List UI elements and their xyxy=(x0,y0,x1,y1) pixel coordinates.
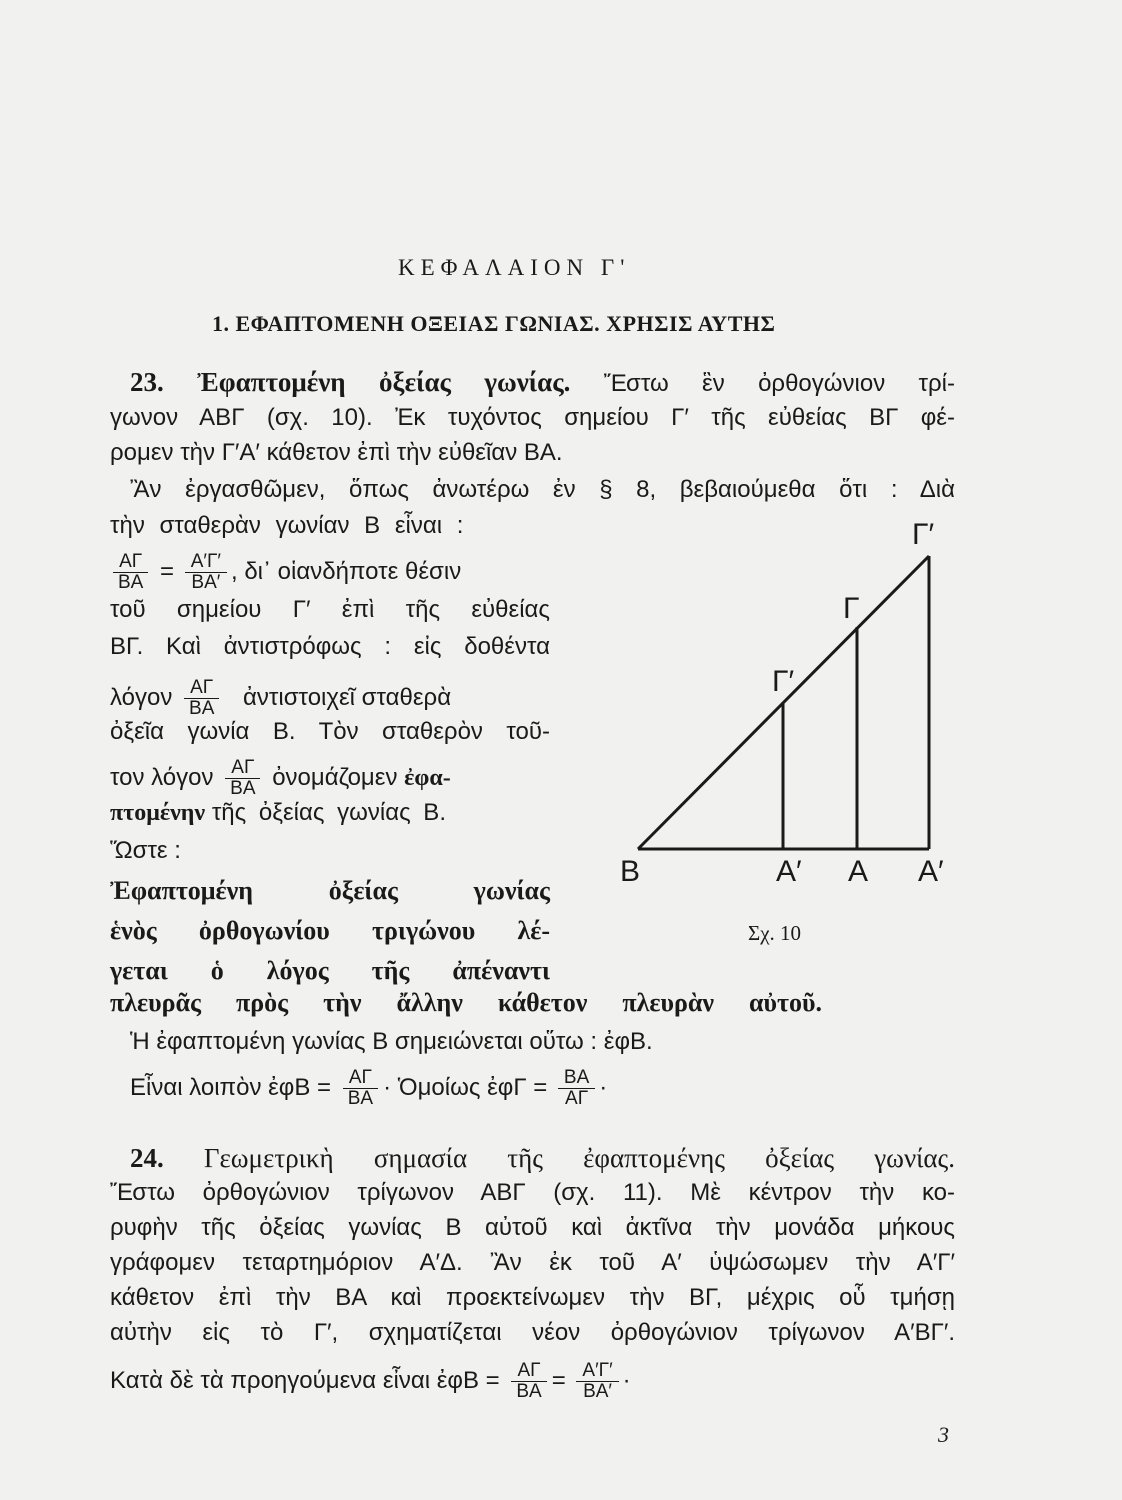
p23-line-3: ρομεν τὴν Γ′Α′ κάθετον ἐπὶ τὴν εὐθεῖαν ΒΑ. xyxy=(110,439,563,466)
p24-number: 24. xyxy=(130,1143,164,1173)
fraction: $\frac{A\Gamma}{BA}$ xyxy=(183,678,220,719)
p23-line-2: γωνον ΑΒΓ (σχ. 10). Ἐκ τυχόντος σημείου Γ′ τῆς εὐθείας ΒΓ φέ- xyxy=(110,404,955,431)
fraction: $\frac{A'\Gamma'}{BA'}$ xyxy=(576,1361,618,1402)
figure-label: Α xyxy=(848,855,869,888)
text: Ἔστω ἓν ὀρθογώνιον τρί- xyxy=(603,370,955,397)
fraction: $\frac{BA}{A\Gamma}$ xyxy=(558,1068,595,1109)
figure-label: Α′ xyxy=(776,855,802,888)
p23-line-12: πτομένην τῆς ὀξείας γωνίας Β. xyxy=(110,799,446,826)
p24-line-6: Κατὰ δὲ τὰ προηγούμενα εἶναι ἐφΒ = $\frac{A\Gamma}{BA}$ = $\frac{A'\Gamma'}{BA'}$ · xyxy=(110,1360,631,1402)
figure-caption: Σχ. 10 xyxy=(748,921,802,945)
definition-line-2: ἑνὸς ὀρθογωνίου τριγώνου λέ- xyxy=(110,916,550,945)
p24-line-4: κάθετον ἐπὶ τὴν ΒΑ καὶ προεκτείνωμεν τὴν ΒΓ, μέχρις οὗ τμήσῃ xyxy=(110,1284,955,1311)
p23-line-5: τὴν σταθερὰν γωνίαν Β εἶναι : xyxy=(110,512,464,539)
fraction: $\frac{A\Gamma}{BA}$ xyxy=(510,1361,547,1402)
figure-label: Γ′ xyxy=(772,665,795,698)
chapter-title: ΚΕΦΑΛΑΙΟΝ Γ' xyxy=(398,255,631,280)
p23-line-11: τον λόγον $\frac{A\Gamma}{BA}$ ὀνομάζομεν ἐφα- xyxy=(110,757,451,799)
figure-label: Β xyxy=(620,855,641,888)
p23-line-10: ὀξεῖα γωνία Β. Τὸν σταθερὸν τοῦ- xyxy=(110,718,550,745)
page-number: 3 xyxy=(938,1422,949,1447)
figure-label: Γ′ xyxy=(912,518,935,551)
fraction: $\frac{A\Gamma}{BA}$ xyxy=(224,758,261,799)
p23-title: Ἐφαπτομένη ὀξείας γωνίας. xyxy=(197,367,571,397)
fraction: $\frac{A\Gamma}{BA}$ xyxy=(112,552,149,593)
text: , δι᾽ οἱανδήποτε θέσιν xyxy=(230,557,462,585)
p23-line-8: ΒΓ. Καὶ ἀντιστρόφως : εἰς δοθέντα xyxy=(110,633,550,660)
definition-line-4: πλευρᾶς πρὸς τὴν ἄλλην κάθετον πλευρὰν αὐτοῦ. xyxy=(110,988,822,1017)
p23-line-15: Εἶναι λοιπὸν ἐφΒ = $\frac{A\Gamma}{BA}$ · Ὁμοίως ἐφΓ = $\frac{BA}{A\Gamma}$ · xyxy=(130,1067,608,1109)
p24-title: Γεωμετρικὴ σημασία τῆς ἐφαπτομένης ὀξείας γωνίας. xyxy=(203,1143,955,1173)
figure-label: Α′ xyxy=(918,855,944,888)
p23-line-4: Ἂν ἐργασθῶμεν, ὅπως ἀνωτέρω ἐν § 8, βεβαιούμεθα ὅτι : Διὰ xyxy=(130,476,955,503)
p24-line-1: Ἔστω ὀρθογώνιον τρίγωνον ΑΒΓ (σχ. 11). Μὲ κέντρον τὴν κο- xyxy=(110,1179,955,1206)
p23-line-14: Ἡ ἐφαπτομένη γωνίας Β σημειώνεται οὕτω : ἐφΒ. xyxy=(130,1028,653,1055)
p24-line-2: ρυφὴν τῆς ὀξείας γωνίας Β αὐτοῦ καὶ ἀκτῖνα τὴν μονάδα μήκους xyxy=(110,1214,955,1241)
fraction: $\frac{A\Gamma}{BA}$ xyxy=(342,1068,379,1109)
equals: = xyxy=(160,557,175,585)
p24-line-5: αὐτὴν εἰς τὸ Γ′, σχηματίζεται νέον ὀρθογώνιον τρίγωνον Α′ΒΓ′. xyxy=(110,1319,955,1346)
p23-line-7: τοῦ σημείου Γ′ ἐπὶ τῆς εὐθείας xyxy=(110,596,550,623)
p23-line-13: Ὥστε : xyxy=(110,837,181,864)
p23-line-9: λόγον $\frac{A\Gamma}{BA}$ ἀντιστοιχεῖ σταθερὰ xyxy=(110,677,452,719)
figure-label: Γ xyxy=(843,592,860,625)
p23-number: 23. xyxy=(130,367,164,397)
definition-line-3: γεται ὁ λόγος τῆς ἀπέναντι xyxy=(110,956,550,985)
definition-line-1: Ἐφαπτομένη ὀξείας γωνίας xyxy=(110,876,550,905)
section-heading: 1. ΕΦΑΠΤΟΜΕΝΗ ΟΞΕΙΑΣ ΓΩΝΙΑΣ. ΧΡΗΣΙΣ ΑΥΤΗΣ xyxy=(212,311,776,336)
fraction: $\frac{A'\Gamma'}{BA'}$ xyxy=(185,552,227,593)
p24-line-0 xyxy=(130,1143,955,1175)
p24-line-3: γράφομεν τεταρτημόριον Α′Δ. Ἂν ἐκ τοῦ Α′ ὑψώσωμεν τὴν Α′Γ′ xyxy=(110,1249,955,1276)
